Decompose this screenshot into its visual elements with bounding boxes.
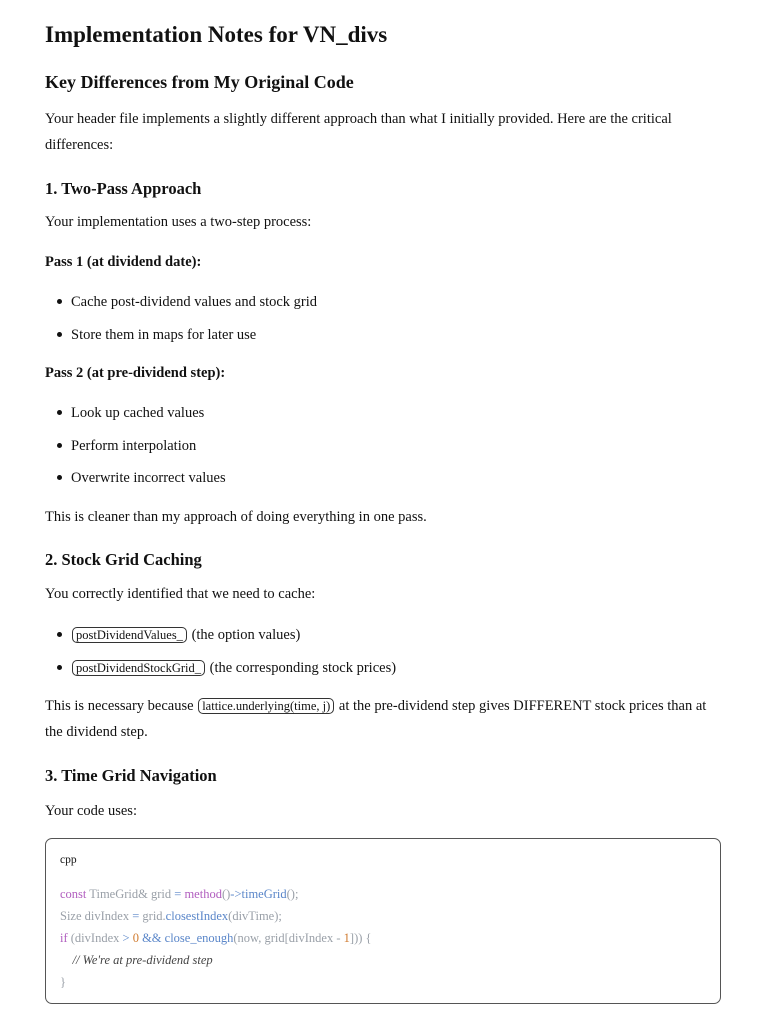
code-text: grid.	[139, 909, 166, 923]
section-heading-time-grid: 3. Time Grid Navigation	[45, 766, 217, 785]
code-function: timeGrid	[241, 887, 287, 901]
list-item-text: Overwrite incorrect values	[71, 470, 226, 486]
code-body	[60, 883, 372, 993]
list-item	[45, 403, 725, 436]
inline-code: postDividendValues_	[72, 627, 187, 643]
time-grid-intro: Your code uses:	[45, 803, 137, 819]
pass2-label: Pass 2 (at pre-dividend step):	[45, 365, 226, 381]
list-item-text: Perform interpolation	[71, 437, 197, 454]
pass2-list	[45, 403, 725, 501]
code-text: (divTime);	[228, 909, 282, 923]
pass1-label: Pass 1 (at dividend date):	[45, 254, 202, 270]
list-item-text: Store them in maps for later use	[71, 326, 257, 343]
list-item-text: Look up cached values	[71, 405, 205, 421]
pass1-list	[45, 292, 725, 357]
code-operator: &&	[142, 931, 162, 945]
two-pass-conclusion: This is cleaner than my approach of doing everything in one pass.	[45, 509, 427, 525]
list-item	[45, 325, 725, 358]
code-operator: =	[132, 909, 140, 923]
code-line	[60, 971, 372, 993]
code-line	[60, 949, 372, 971]
bullet-icon	[57, 332, 62, 337]
code-text: }	[60, 975, 66, 989]
code-line	[60, 927, 372, 949]
page-title: Implementation Notes for VN_divs	[45, 22, 388, 47]
section-heading-caching: 2. Stock Grid Caching	[45, 550, 202, 569]
caching-note-before: This is necessary because	[45, 698, 194, 714]
key-differences-intro: Your header file implements a slightly different approach than what I initially provided. Here are the critical differences:	[45, 111, 672, 153]
list-item	[45, 658, 725, 691]
code-comment: // We're at pre-dividend step	[60, 953, 213, 967]
list-item	[45, 436, 725, 469]
caching-intro: You correctly identified that we need to cache:	[45, 586, 316, 602]
inline-code: lattice.underlying(time, j)	[198, 698, 334, 714]
code-line	[60, 883, 372, 905]
list-item	[45, 292, 725, 325]
inline-code: postDividendStockGrid_	[72, 660, 205, 676]
caching-note	[45, 693, 721, 745]
two-pass-intro: Your implementation uses a two-step process:	[45, 214, 312, 230]
code-text: ])) {	[349, 931, 372, 945]
code-text: ();	[286, 887, 299, 901]
list-item-text: Cache post-dividend values and stock grid	[71, 294, 318, 310]
list-item	[45, 468, 725, 501]
bullet-icon	[57, 299, 62, 304]
code-language-label: cpp	[60, 854, 77, 866]
code-text: (divIndex	[67, 931, 123, 945]
list-item-text: (the option values)	[191, 627, 301, 643]
code-block	[45, 838, 721, 1004]
code-function: closestIndex	[165, 909, 229, 923]
bullet-icon	[57, 475, 62, 480]
bullet-icon	[57, 632, 62, 637]
code-keyword: if	[60, 931, 68, 945]
code-text: TimeGrid& grid	[86, 887, 175, 901]
list-item-text: (the corresponding stock prices)	[209, 659, 397, 676]
code-text: ()	[221, 887, 231, 901]
caching-note-after: at the pre-dividend step gives DIFFERENT stock prices than at the dividend step.	[45, 698, 707, 740]
caching-list	[45, 625, 725, 690]
section-heading-key-differences: Key Differences from My Original Code	[45, 72, 354, 92]
bullet-icon	[57, 443, 62, 448]
code-number: 1	[343, 931, 350, 945]
code-text: (now, grid[divIndex -	[233, 931, 344, 945]
bullet-icon	[57, 410, 62, 415]
code-line	[60, 905, 372, 927]
code-operator: ->	[230, 887, 242, 901]
list-item	[45, 625, 725, 658]
section-heading-two-pass: 1. Two-Pass Approach	[45, 179, 202, 198]
code-function: close_enough	[164, 931, 234, 945]
code-operator: =	[174, 887, 182, 901]
code-function: method	[184, 887, 222, 901]
code-number: 0	[132, 931, 139, 945]
bullet-icon	[57, 665, 62, 670]
code-keyword: const	[60, 887, 87, 901]
code-operator: >	[122, 931, 130, 945]
code-text: Size divIndex	[60, 909, 133, 923]
